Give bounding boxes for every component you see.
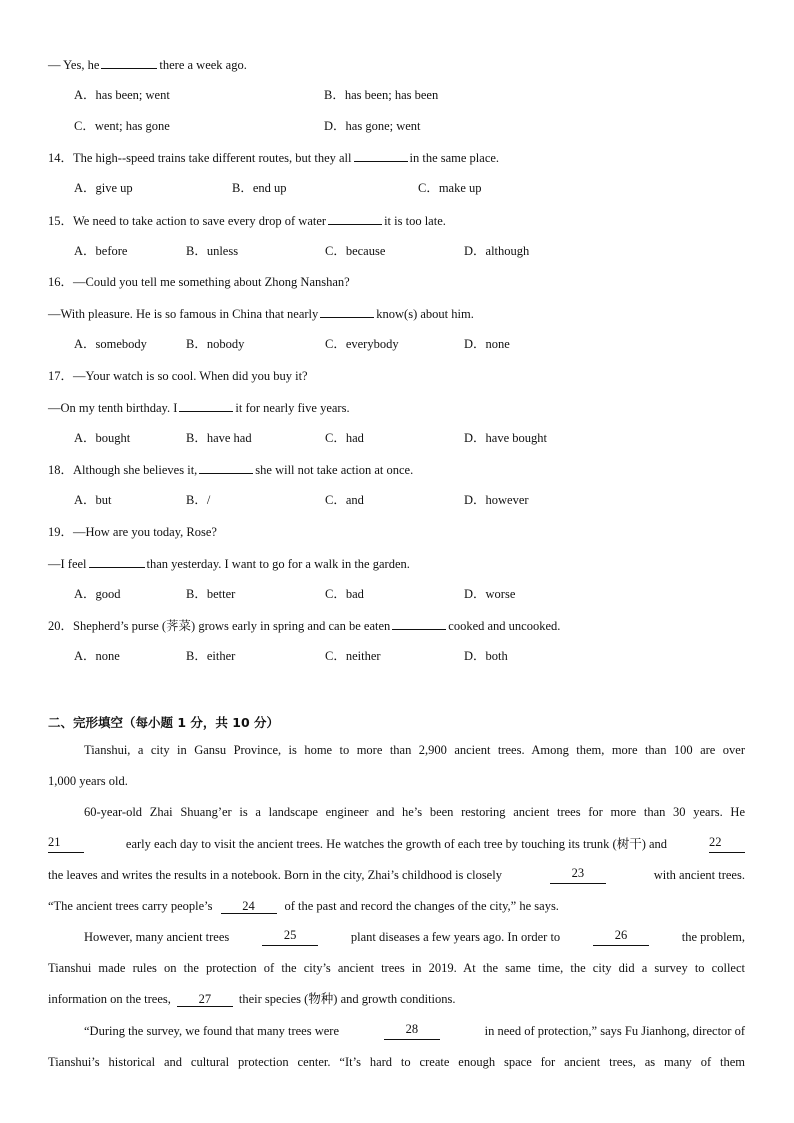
q16-reply-b: know(s) about him. — [376, 307, 474, 321]
q14-stem — [48, 148, 499, 167]
blank-23[interactable]: 23 — [550, 866, 606, 884]
passage-line: 60-year-old Zhai Shuang’er is a landscape engineer and he’s been restoring ancient trees for more than 30 years. He — [84, 805, 745, 819]
q19-reply-a: —I feel — [48, 557, 87, 571]
q13-answer-line — [48, 55, 247, 74]
passage-text: “During the survey, we found that many trees were — [84, 1024, 340, 1038]
q15-option-b[interactable]: B．unless — [186, 244, 239, 258]
passage-text: in need of protection,” says Fu Jianhong, director of — [484, 1024, 745, 1038]
passage-line — [48, 897, 745, 915]
q20-stem-b: cooked and uncooked. — [448, 619, 561, 633]
q15-option-d[interactable]: D．although — [464, 244, 530, 258]
q13-option-c[interactable]: C．went; has gone — [74, 119, 170, 133]
passage-line — [48, 1022, 745, 1040]
section-heading: 二、完形填空（每小题 1 分，共 10 分） — [48, 715, 280, 730]
q20-option-c[interactable]: C．neither — [325, 649, 381, 663]
q16-option-a[interactable]: A．somebody — [74, 337, 147, 351]
passage-line — [48, 835, 745, 853]
q17-option-a[interactable]: A．bought — [74, 431, 131, 445]
blank-26[interactable]: 26 — [593, 928, 649, 946]
blank-25[interactable]: 25 — [262, 928, 318, 946]
blank-21[interactable]: 21 — [48, 835, 84, 853]
q19-option-a[interactable]: A．good — [74, 587, 121, 601]
q14-stem-b: in the same place. — [409, 151, 500, 165]
passage-text: the leaves and writes the results in a notebook. Born in the city, Zhai’s childhood is closely — [48, 868, 502, 882]
passage-text: However, many ancient trees — [84, 930, 230, 944]
blank-22[interactable]: 22 — [709, 835, 745, 853]
q20-option-d[interactable]: D．both — [464, 649, 508, 663]
q19-option-c[interactable]: C．bad — [325, 587, 364, 601]
q15-stem-a: 15．We need to take action to save every drop of water — [48, 214, 327, 228]
answer-blank[interactable] — [328, 211, 382, 225]
passage-text: plant diseases a few years ago. In order to — [350, 930, 561, 944]
passage-line — [48, 990, 745, 1008]
passage-text: with ancient trees. — [653, 868, 745, 882]
passage-line: 1,000 years old. — [48, 774, 128, 788]
answer-blank[interactable] — [320, 304, 374, 318]
q18-stem-b: she will not take action at once. — [255, 463, 414, 477]
q17-reply — [48, 398, 350, 417]
q20-option-b[interactable]: B．either — [186, 649, 236, 663]
answer-blank[interactable] — [89, 554, 145, 568]
passage-line: Tianshui, a city in Gansu Province, is home to more than 2,900 ancient trees. Among them, more than 100 are over — [84, 743, 745, 757]
q16-stem: 16．—Could you tell me something about Zhong Nanshan? — [48, 275, 350, 289]
q20-option-a[interactable]: A．none — [74, 649, 120, 663]
passage-line — [48, 866, 745, 884]
q14-option-c[interactable]: C．make up — [418, 181, 482, 195]
q19-stem: 19．—How are you today, Rose? — [48, 525, 217, 539]
q19-option-b[interactable]: B．better — [186, 587, 236, 601]
q15-stem — [48, 211, 446, 230]
q13-answer-suffix: there a week ago. — [159, 58, 247, 72]
passage-line: Tianshui’s historical and cultural protection center. “It’s hard to create enough space for ancient trees, as many of them — [48, 1055, 745, 1069]
answer-blank[interactable] — [199, 460, 253, 474]
q18-stem — [48, 460, 413, 479]
passage-line — [48, 928, 745, 946]
q19-reply-b: than yesterday. I want to go for a walk in the garden. — [146, 557, 410, 571]
passage-text: “The ancient trees carry people’s — [48, 899, 213, 913]
answer-blank[interactable] — [354, 148, 408, 162]
q14-option-b[interactable]: B．end up — [232, 181, 287, 195]
passage-text: the problem, — [681, 930, 745, 944]
q18-stem-a: 18．Although she believes it, — [48, 463, 198, 477]
q17-stem: 17．—Your watch is so cool. When did you buy it? — [48, 369, 308, 383]
q14-option-a[interactable]: A．give up — [74, 181, 133, 195]
q15-option-c[interactable]: C．because — [325, 244, 386, 258]
q18-option-d[interactable]: D．however — [464, 493, 529, 507]
q13-option-d[interactable]: D．has gone; went — [324, 119, 421, 133]
q16-option-d[interactable]: D．none — [464, 337, 510, 351]
q19-option-d[interactable]: D．worse — [464, 587, 516, 601]
q13-answer-prefix: — Yes, he — [48, 58, 100, 72]
q17-reply-a: —On my tenth birthday. I — [48, 401, 178, 415]
answer-blank[interactable] — [101, 55, 157, 69]
blank-24[interactable]: 24 — [221, 899, 277, 914]
q17-option-b[interactable]: B．have had — [186, 431, 252, 445]
q15-stem-b: it is too late. — [384, 214, 446, 228]
q17-option-c[interactable]: C．had — [325, 431, 364, 445]
q14-stem-a: 14．The high--speed trains take different routes, but they all — [48, 151, 352, 165]
answer-blank[interactable] — [392, 616, 446, 630]
passage-line: Tianshui made rules on the protection of the city’s ancient trees in 2019. At the same time, the city did a survey to collect — [48, 961, 745, 975]
q16-option-b[interactable]: B．nobody — [186, 337, 245, 351]
q13-option-b[interactable]: B．has been; has been — [324, 88, 439, 102]
blank-27[interactable]: 27 — [177, 992, 233, 1007]
passage-text: of the past and record the changes of the city,” he says. — [284, 899, 559, 913]
q17-option-d[interactable]: D．have bought — [464, 431, 547, 445]
q16-reply-a: —With pleasure. He is so famous in China that nearly — [48, 307, 319, 321]
q16-option-c[interactable]: C．everybody — [325, 337, 399, 351]
q17-reply-b: it for nearly five years. — [235, 401, 350, 415]
blank-28[interactable]: 28 — [384, 1022, 440, 1040]
passage-text: their species (物种) and growth conditions. — [238, 992, 456, 1006]
q20-stem-a: 20．Shepherd’s purse (荠菜) grows early in spring and can be eaten — [48, 619, 391, 633]
q18-option-b[interactable]: B．/ — [186, 493, 211, 507]
q16-reply — [48, 304, 474, 323]
q13-option-a[interactable]: A．has been; went — [74, 88, 170, 102]
q15-option-a[interactable]: A．before — [74, 244, 128, 258]
q18-option-a[interactable]: A．but — [74, 493, 112, 507]
answer-blank[interactable] — [179, 398, 233, 412]
q20-stem — [48, 616, 560, 635]
passage-text: early each day to visit the ancient trees. He watches the growth of each tree by touching its trunk (树干) and — [125, 837, 668, 851]
q19-reply — [48, 554, 410, 573]
q18-option-c[interactable]: C．and — [325, 493, 364, 507]
passage-text: information on the trees, — [48, 992, 171, 1006]
